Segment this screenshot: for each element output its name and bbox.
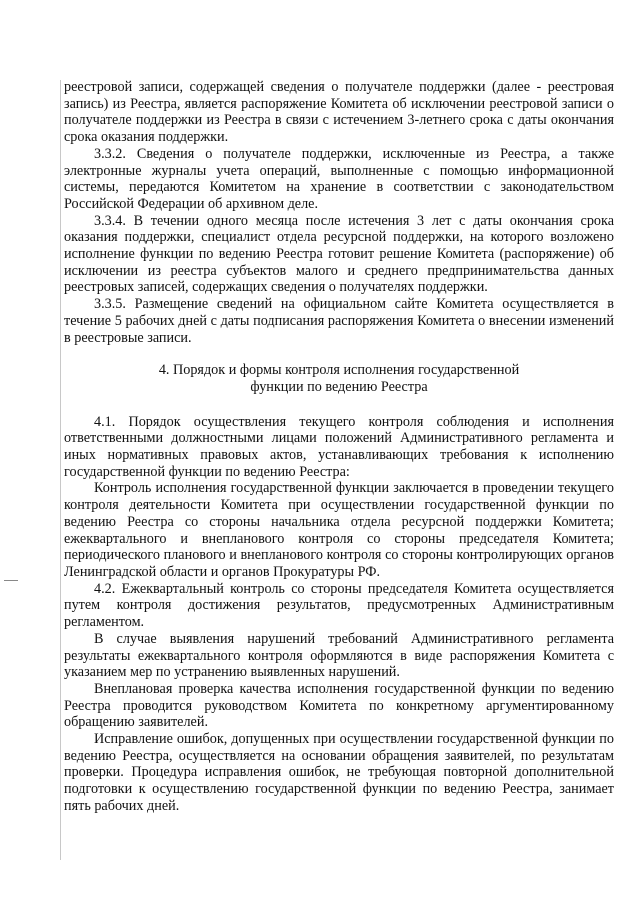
paragraph: реестровой записи, содержащей сведения о получателе поддержки (далее - реестровая запись) из Реестра, является распоряжение Комитета об исключении реестровой записи о получателе поддержки из Реестра в связи с истечением 3-летнего срока с даты окончания срока оказания поддержки. — [64, 79, 614, 146]
paragraph: 3.3.4. В течении одного месяца после истечения 3 лет с даты окончания срока оказания поддержки, специалист отдела ресурсной поддержки, на которого возложено исполнение функции по ведению Реестра готовит решение Комитета (распоряжение) об исключении из реестра субъектов малого и среднего предпринимательства данных реестровых записей, содержащих сведения о получателях поддержки. — [64, 212, 614, 296]
paragraph: Исправление ошибок, допущенных при осуществлении государственной функции по ведению Реестра, осуществляется на основании обращения заявителей, по результатам проверки. Процедура исправления ошибок, не требующая повторной дополнительной подготовки к осуществлению государственной функции по ведению Реестра, занимает пять рабочих дней. — [64, 731, 614, 814]
section-heading — [64, 362, 614, 395]
scan-margin-line — [60, 80, 61, 860]
scan-artifact — [4, 580, 18, 581]
paragraph: В случае выявления нарушений требований Административного регламента результаты ежеквартального контроля оформляются в виде распоряжения Комитета с указанием мер по устранению выявленных нарушений. — [64, 630, 614, 681]
document-body — [64, 79, 614, 815]
paragraph: Контроль исполнения государственной функции заключается в проведении текущего контроля деятельности Комитета при осуществлении государственной функции по ведению Реестра со стороны начальника отдела ресурсной поддержки Комитета; ежеквартального и внепланового контроля со стороны председателя Комитета; периодического планового и внепланового контроля со стороны контролирующих органов Ленинградской области и органов Прокуратуры РФ. — [64, 480, 614, 580]
section-heading-line: 4. Порядок и формы контроля исполнения государственной — [158, 362, 520, 379]
section-heading-line: функции по ведению Реестра — [250, 378, 428, 395]
paragraph: Внеплановая проверка качества исполнения государственной функции по ведению Реестра проводится руководством Комитета по конкретному аргументированному обращению заявителей. — [64, 680, 614, 731]
paragraph: 3.3.5. Размещение сведений на официальном сайте Комитета осуществляется в течение 5 рабочих дней с даты подписания распоряжения Комитета о внесении изменений в реестровые записи. — [64, 296, 614, 346]
paragraph: 4.2. Ежеквартальный контроль со стороны председателя Комитета осуществляется путем контроля достижения результатов, предусмотренных Административным регламентом. — [64, 580, 614, 631]
paragraph: 3.3.2. Сведения о получателе поддержки, исключенные из Реестра, а также электронные журналы учета операций, выполненные с помощью информационной системы, передаются Комитетом на хранение в соответствии с законодательством Российской Федерации об архивном деле. — [64, 145, 614, 212]
paragraph: 4.1. Порядок осуществления текущего контроля соблюдения и исполнения ответственными должностными лицами положений Административного регламента и иных нормативных правовых актов, устанавливающих требования к исполнению государственной функции по ведению Реестра: — [64, 413, 614, 480]
